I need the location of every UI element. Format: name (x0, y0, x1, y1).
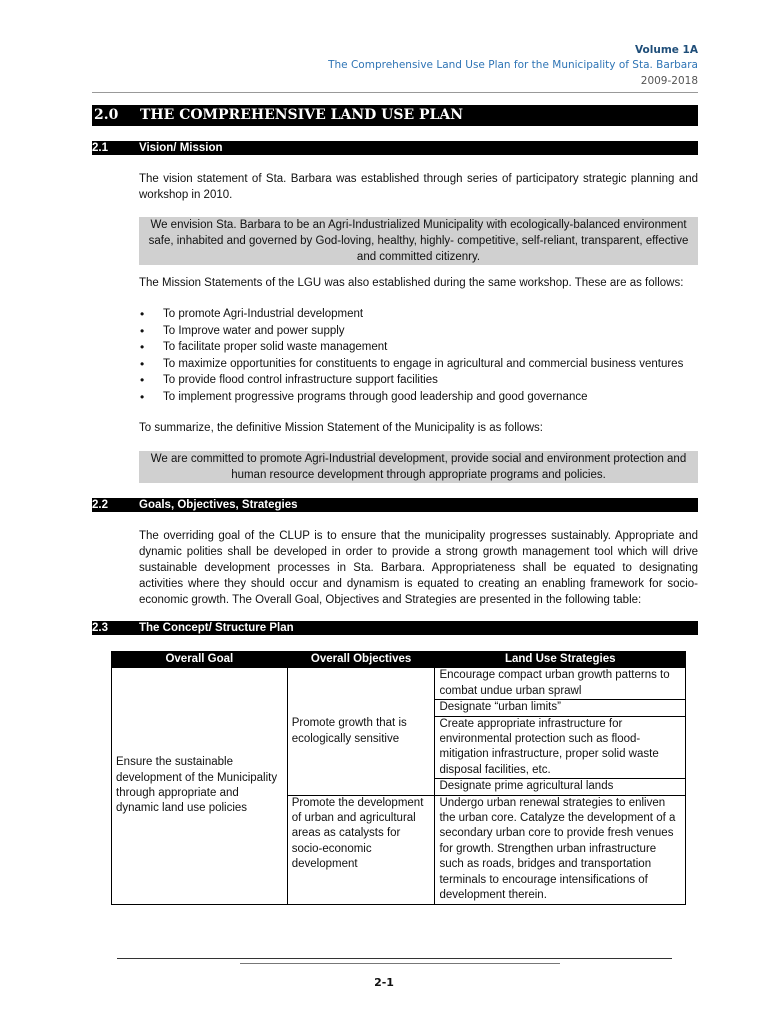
footer-divider (117, 958, 672, 959)
strategy-cell: Designate prime agricultural lands (435, 779, 686, 795)
concept-plan-table (111, 651, 686, 905)
header-title: The Comprehensive Land Use Plan for the Municipality of Sta. Barbara (328, 59, 698, 71)
list-item: • To facilitate proper solid waste management (139, 339, 683, 356)
section-number: 2.1 (92, 142, 108, 154)
vision-intro: The vision statement of Sta. Barbara was established through series of participatory strategic planning and workshop in 2010. (139, 173, 698, 201)
summary-intro: To summarize, the definitive Mission Statement of the Municipality is as follows: (139, 422, 543, 434)
header-years: 2009-2018 (640, 75, 698, 87)
header-divider (92, 92, 698, 93)
mission-statement: We are committed to promote Agri-Industrial development, provide social and environment protection and human resource development through appropriate programs and policies. (139, 451, 698, 483)
vision-statement: We envision Sta. Barbara to be an Agri-Industrialized Municipality with ecologically-balanced environment safe, inhabited and governed by God-loving, healthy, highly- competitive, self-reliant, transparent, effective and committed citizenry. (139, 217, 698, 265)
goals-paragraph: The overriding goal of the CLUP is to ensure that the municipality progresses sustainably. Appropriate and dynamic polities shall be developed in order to provide a strong growth management tool which will drive sustainable development processes in Sta. Barbara. Appropriateness shall be equated to designating activities where they should occur and dynamism is equated to creating an enabling framework for socio-economic growth. The Overall Goal, Objectives and Strategies are presented in the following table: (139, 530, 698, 606)
section-number: 2.3 (92, 622, 108, 634)
section-heading-goals (92, 498, 698, 512)
section-title: Goals, Objectives, Strategies (139, 499, 298, 511)
list-item: • To Improve water and power supply (139, 323, 683, 340)
objective-cell: Promote the development of urban and agricultural areas as catalysts for socio-economic development (287, 795, 435, 904)
strategy-cell: Create appropriate infrastructure for environmental protection such as flood-mitigation infrastructure, proper solid waste disposal facilities, etc. (435, 716, 686, 779)
list-item: • To maximize opportunities for constituents to engage in agricultural and commercial business ventures (139, 356, 683, 373)
objective-cell: Promote growth that is ecologically sensitive (287, 668, 435, 795)
list-item: • To promote Agri-Industrial development (139, 306, 683, 323)
mission-intro: The Mission Statements of the LGU was also established during the same workshop. These are as follows: (139, 277, 684, 289)
strategy-cell: Designate “urban limits” (435, 700, 686, 716)
page-number: 2-1 (374, 976, 394, 989)
table-header: Overall Goal (112, 652, 288, 668)
strategy-cell: Undergo urban renewal strategies to enliven the urban core. Catalyze the development of a secondary urban core to provide fresh venues for growth. Strengthen urban infrastructure such as roads, bridges and transportation terminals to encourage intensifications of development therein. (435, 795, 686, 904)
section-title: The Concept/ Structure Plan (139, 622, 294, 634)
section-heading-concept (92, 621, 698, 635)
section-number: 2.2 (92, 499, 108, 511)
table-header: Overall Objectives (287, 652, 435, 668)
section-heading-vision (92, 141, 698, 155)
main-section-title: THE COMPREHENSIVE LAND USE PLAN (140, 107, 464, 123)
table-row (112, 668, 686, 700)
mission-list (139, 306, 683, 406)
footer-divider-secondary (240, 963, 560, 964)
strategy-cell: Encourage compact urban growth patterns to combat undue urban sprawl (435, 668, 686, 700)
list-item: • To provide flood control infrastructure support facilities (139, 372, 683, 389)
goal-cell: Ensure the sustainable development of the Municipality through appropriate and dynamic land use policies (112, 668, 288, 904)
main-section-heading (92, 105, 698, 126)
list-item: • To implement progressive programs through good leadership and good governance (139, 389, 683, 406)
section-title: Vision/ Mission (139, 142, 223, 154)
table-header: Land Use Strategies (435, 652, 686, 668)
table-header-row (112, 652, 686, 668)
header-volume: Volume 1A (635, 44, 698, 56)
main-section-number: 2.0 (94, 107, 119, 123)
